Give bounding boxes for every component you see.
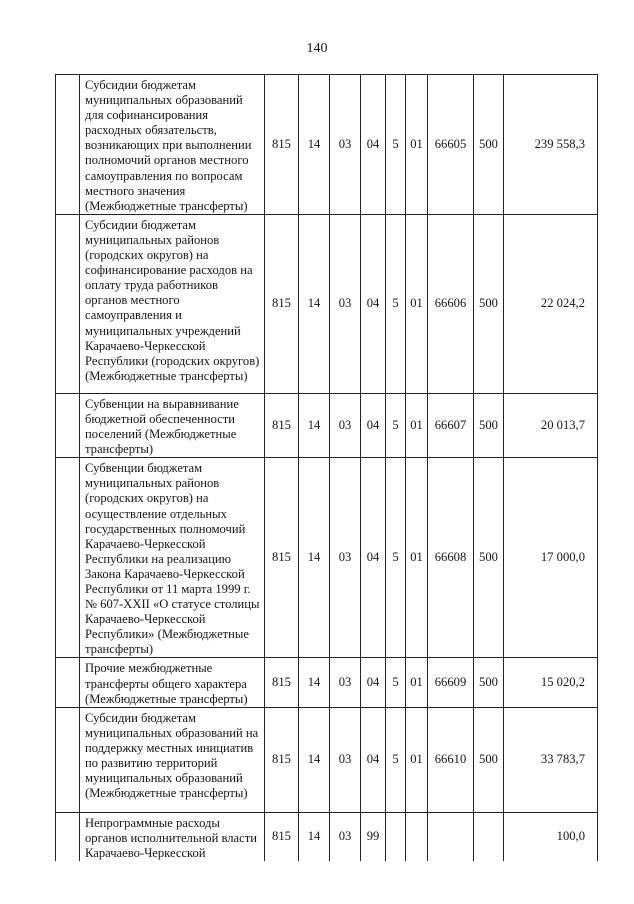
subprogram-code: 5 bbox=[386, 658, 406, 707]
empty-lead-cell bbox=[56, 75, 80, 215]
ministry-code: 815 bbox=[265, 393, 299, 457]
program-code: 04 bbox=[361, 393, 386, 457]
empty-lead-cell bbox=[56, 658, 80, 707]
table-row bbox=[56, 214, 598, 393]
direction-code: 66606 bbox=[428, 214, 474, 393]
table-row bbox=[56, 458, 598, 658]
program-code: 99 bbox=[361, 812, 386, 861]
expense-type-code: 500 bbox=[474, 393, 504, 457]
amount: 33 783,7 bbox=[504, 707, 598, 812]
expense-type-code: 500 bbox=[474, 458, 504, 658]
subsection-code: 03 bbox=[330, 658, 361, 707]
empty-lead-cell bbox=[56, 393, 80, 457]
ministry-code: 815 bbox=[265, 707, 299, 812]
amount: 20 013,7 bbox=[504, 393, 598, 457]
subprogram-code bbox=[386, 812, 406, 861]
empty-lead-cell bbox=[56, 707, 80, 812]
main-event-code: 01 bbox=[406, 458, 428, 658]
main-event-code: 01 bbox=[406, 658, 428, 707]
table-row bbox=[56, 812, 598, 861]
section-code: 14 bbox=[299, 658, 330, 707]
amount: 17 000,0 bbox=[504, 458, 598, 658]
expense-type-code: 500 bbox=[474, 214, 504, 393]
expense-type-code: 500 bbox=[474, 658, 504, 707]
expense-type-code: 500 bbox=[474, 75, 504, 215]
ministry-code: 815 bbox=[265, 214, 299, 393]
program-code: 04 bbox=[361, 214, 386, 393]
subsection-code: 03 bbox=[330, 393, 361, 457]
section-code: 14 bbox=[299, 812, 330, 861]
ministry-code: 815 bbox=[265, 658, 299, 707]
subsection-code: 03 bbox=[330, 214, 361, 393]
subsection-code: 03 bbox=[330, 707, 361, 812]
ministry-code: 815 bbox=[265, 812, 299, 861]
amount: 239 558,3 bbox=[504, 75, 598, 215]
expense-type-code: 500 bbox=[474, 707, 504, 812]
subprogram-code: 5 bbox=[386, 214, 406, 393]
program-code: 04 bbox=[361, 658, 386, 707]
page-number: 140 bbox=[306, 41, 328, 56]
table-row bbox=[56, 75, 598, 215]
main-event-code: 01 bbox=[406, 707, 428, 812]
main-event-code: 01 bbox=[406, 214, 428, 393]
subprogram-code: 5 bbox=[386, 707, 406, 812]
ministry-code: 815 bbox=[265, 75, 299, 215]
row-description: Субсидии бюджетам муниципальных образований на поддержку местных инициатив по развитию территорий муниципальных образований (Межбюджетные трансферты) bbox=[80, 707, 265, 812]
direction-code: 66605 bbox=[428, 75, 474, 215]
direction-code: 66607 bbox=[428, 393, 474, 457]
table-row bbox=[56, 658, 598, 707]
row-description: Субсидии бюджетам муниципальных районов (городских округов) на софинансирование расходов на оплату труда работников органов местного самоуправления и муниципальных учреждений Карачаево-Черкесской Республики (городских округов) (Межбюджетные трансферты) bbox=[80, 214, 265, 393]
row-description: Субвенции бюджетам муниципальных районов (городских округов) на осуществление отдельных государственных полномочий Карачаево-Черкесской Республики на реализацию Закона Карачаево-Черкесской Республики от 11 марта 1999 г. № 607-XXII «О статусе столицы Карачаево-Черкесской Республики» (Межбюджетные трансферты) bbox=[80, 458, 265, 658]
empty-lead-cell bbox=[56, 214, 80, 393]
program-code: 04 bbox=[361, 707, 386, 812]
ministry-code: 815 bbox=[265, 458, 299, 658]
table-row bbox=[56, 393, 598, 457]
subprogram-code: 5 bbox=[386, 75, 406, 215]
section-code: 14 bbox=[299, 75, 330, 215]
amount: 22 024,2 bbox=[504, 214, 598, 393]
section-code: 14 bbox=[299, 458, 330, 658]
expense-type-code bbox=[474, 812, 504, 861]
table-row bbox=[56, 707, 598, 812]
main-event-code: 01 bbox=[406, 393, 428, 457]
direction-code: 66608 bbox=[428, 458, 474, 658]
row-description: Непрограммные расходы органов исполнительной власти Карачаево-Черкесской bbox=[80, 812, 265, 861]
empty-lead-cell bbox=[56, 812, 80, 861]
main-event-code bbox=[406, 812, 428, 861]
row-description: Субвенции на выравнивание бюджетной обеспеченности поселений (Межбюджетные трансферты) bbox=[80, 393, 265, 457]
direction-code: 66610 bbox=[428, 707, 474, 812]
direction-code bbox=[428, 812, 474, 861]
subprogram-code: 5 bbox=[386, 458, 406, 658]
subsection-code: 03 bbox=[330, 75, 361, 215]
empty-lead-cell bbox=[56, 458, 80, 658]
row-description: Прочие межбюджетные трансферты общего характера (Межбюджетные трансферты) bbox=[80, 658, 265, 707]
program-code: 04 bbox=[361, 458, 386, 658]
section-code: 14 bbox=[299, 393, 330, 457]
amount: 15 020,2 bbox=[504, 658, 598, 707]
program-code: 04 bbox=[361, 75, 386, 215]
subprogram-code: 5 bbox=[386, 393, 406, 457]
budget-table bbox=[55, 74, 598, 861]
subsection-code: 03 bbox=[330, 458, 361, 658]
direction-code: 66609 bbox=[428, 658, 474, 707]
section-code: 14 bbox=[299, 214, 330, 393]
subsection-code: 03 bbox=[330, 812, 361, 861]
row-description: Субсидии бюджетам муниципальных образований для софинансирования расходных обязательств, возникающих при выполнении полномочий органов местного самоуправления по вопросам местного значения (Межбюджетные трансферты) bbox=[80, 75, 265, 215]
amount: 100,0 bbox=[504, 812, 598, 861]
section-code: 14 bbox=[299, 707, 330, 812]
main-event-code: 01 bbox=[406, 75, 428, 215]
